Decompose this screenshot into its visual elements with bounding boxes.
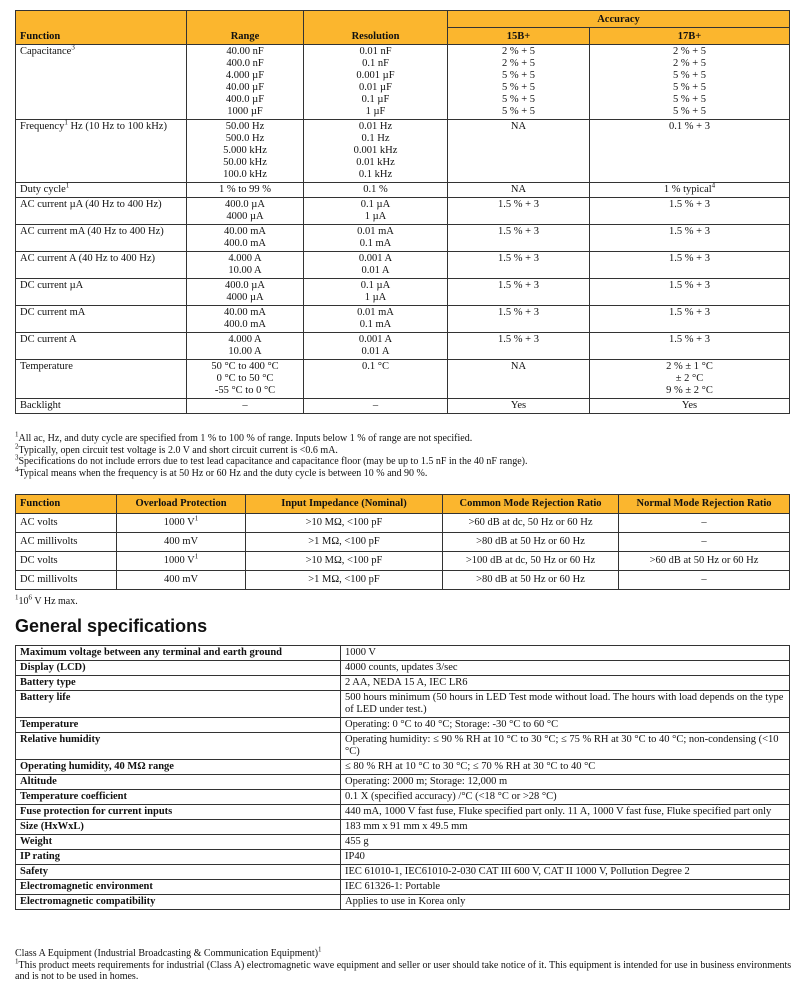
cell-line: 1.5 % + 3	[669, 226, 710, 237]
spec-value: IEC 61010-1, IEC61010-2-030 CAT III 600 V, CAT II 1000 V, Pollution Degree 2	[341, 865, 790, 880]
cell-line: 0.01 mA	[357, 307, 394, 318]
cell-line: 4000 µA	[226, 292, 264, 303]
superscript: 4	[15, 465, 19, 474]
footnote: $^3$Specifications do not include errors due to test lead capacitance and capacitance floor (may be up to 1.5 nF in the 40 nF range).	[15, 453, 528, 467]
footnote: $^4$Typical means when the frequency is at 50 Hz or 60 Hz and the duty cycle is between 10 % and 90 %.	[15, 465, 428, 479]
cell-line: 0.01 A	[361, 346, 390, 357]
cell-m15	[448, 120, 590, 183]
table-row	[16, 865, 790, 880]
superscript: 1	[194, 552, 199, 561]
superscript: 1	[65, 181, 70, 190]
spec-value: 183 mm x 91 mm x 49.5 mm	[341, 820, 790, 835]
cell-line: 10.00 A	[228, 346, 262, 357]
cell-line: 0.1 % + 3	[669, 121, 710, 132]
cell-line: 400.0 µF	[225, 94, 265, 105]
spec-value: 440 mA, 1000 V fast fuse, Fluke specified part only. 11 A, 1000 V fast fuse, Fluke specified part only	[341, 805, 790, 820]
cell-line: 400.0 mA	[224, 238, 266, 249]
cell-line: NA	[510, 184, 527, 195]
cell-line: 5 % + 5	[501, 106, 536, 117]
cell-line: 0.01 A	[361, 265, 390, 276]
footnotes-accuracy	[15, 430, 528, 479]
cell: >100 dB at dc, 50 Hz or 60 Hz	[443, 552, 619, 571]
accuracy-spec-table	[15, 10, 790, 414]
cell-resolution	[304, 333, 448, 360]
footnote-input: $^110^6$ V Hz max.	[15, 593, 78, 607]
cell-function: AC current mA (40 Hz to 400 Hz)	[16, 225, 187, 252]
cell-line: –	[242, 400, 248, 411]
cell-m17	[590, 252, 790, 279]
cell-resolution	[304, 306, 448, 333]
cell-line: 1.5 % + 3	[669, 334, 710, 345]
cell-line: 0.001 kHz	[353, 145, 398, 156]
cell-function: DC current µA	[16, 279, 187, 306]
table-row	[16, 45, 790, 120]
table-row	[16, 790, 790, 805]
cell: >80 dB at 50 Hz or 60 Hz	[443, 571, 619, 590]
spec-label: Battery type	[16, 676, 341, 691]
table-row	[16, 718, 790, 733]
cell-line: 5 % + 5	[501, 70, 536, 81]
cell-line: 10.00 A	[228, 265, 262, 276]
cell-line: 4.000 A	[228, 253, 262, 264]
cell-line: 2 % + 5	[672, 46, 707, 57]
cell: >1 MΩ, <100 pF	[246, 571, 443, 590]
superscript: 6	[28, 593, 32, 602]
header-17b: 17B+	[590, 28, 790, 45]
cell-line: 1.5 % + 3	[498, 253, 539, 264]
cell-m15	[448, 399, 590, 414]
cell-resolution	[304, 360, 448, 399]
cell-line: 0.01 kHz	[356, 157, 395, 168]
cell-line: 40.00 mA	[224, 307, 266, 318]
table-row	[16, 360, 790, 399]
cell-resolution	[304, 399, 448, 414]
table-row	[16, 805, 790, 820]
cell-m15	[448, 360, 590, 399]
header-resolution: Resolution	[304, 11, 448, 45]
spec-value: 2 AA, NEDA 15 A, IEC LR6	[341, 676, 790, 691]
superscript: 4	[711, 181, 716, 190]
cell: >1 MΩ, <100 pF	[246, 533, 443, 552]
cell-line: 40.00 nF	[226, 46, 264, 57]
cell-line: 400.0 mA	[224, 319, 266, 330]
cell-m17	[590, 279, 790, 306]
spec-value: IP40	[341, 850, 790, 865]
cell-line: 400.0 µA	[225, 280, 265, 291]
spec-value: 4000 counts, updates 3/sec	[341, 661, 790, 676]
cell-range	[187, 225, 304, 252]
cell-line: NA	[510, 361, 527, 372]
superscript: 3	[71, 43, 75, 52]
cell-line: ± 2 °C	[675, 373, 704, 384]
table-row	[16, 552, 790, 571]
cell-line: 0.1 µF	[361, 94, 390, 105]
spec-value: Operating: 2000 m; Storage: 12,000 m	[341, 775, 790, 790]
header-function: Function	[16, 11, 187, 45]
cell-line: 1.5 % + 3	[669, 280, 710, 291]
cell-line: 1 µA	[364, 292, 387, 303]
cell-resolution	[304, 198, 448, 225]
cell: 1000 $V^1$	[117, 552, 246, 571]
cell-m15	[448, 198, 590, 225]
cell-m15	[448, 279, 590, 306]
table-row	[16, 514, 790, 533]
cell-line: 5.000 kHz	[223, 145, 267, 156]
superscript: 1	[318, 945, 322, 954]
cell-m17	[590, 399, 790, 414]
cell-line: 50 °C to 400 °C	[211, 361, 279, 372]
table-row	[16, 306, 790, 333]
cell-m15	[448, 333, 590, 360]
cell-line: 0.01 Hz	[358, 121, 393, 132]
class-a-note: Class A Equipment (Industrial Broadcasting & Communication Equipment)$^1$	[15, 945, 322, 959]
table-row	[16, 760, 790, 775]
cell-line: 0.1 °C	[362, 361, 389, 372]
cell-line: 0.1 mA	[359, 238, 392, 249]
cell-m17	[590, 333, 790, 360]
table-row	[16, 895, 790, 910]
cell-line: 1.5 % + 3	[669, 199, 710, 210]
spec-label: Temperature	[16, 718, 341, 733]
spec-label: Electromagnetic compatibility	[16, 895, 341, 910]
cell: –	[619, 533, 790, 552]
spec-value: Operating humidity: ≤ 90 % RH at 10 °C to 30 °C; ≤ 75 % RH at 30 °C to 40 °C; non-condensing (<10 °C)	[341, 733, 790, 760]
spec-label: Battery life	[16, 691, 341, 718]
cell: 400 mV	[117, 533, 246, 552]
header-cell: Input Impedance (Nominal)	[246, 495, 443, 514]
cell-range	[187, 183, 304, 198]
spec-value: IEC 61326-1: Portable	[341, 880, 790, 895]
cell-range	[187, 333, 304, 360]
cell-line: 1 µA	[364, 211, 387, 222]
table-row	[16, 835, 790, 850]
table-row	[16, 850, 790, 865]
cell-line: 40.00 µF	[225, 82, 265, 93]
superscript: 1	[15, 430, 19, 439]
cell-line: 2 % + 5	[672, 58, 707, 69]
header-cell: Overload Protection	[117, 495, 246, 514]
table-row	[16, 533, 790, 552]
cell-line: 5 % + 5	[672, 82, 707, 93]
cell-line: 0.1 kHz	[358, 169, 393, 180]
cell-line: 5 % + 5	[501, 94, 536, 105]
spec-label: Altitude	[16, 775, 341, 790]
spec-value: 455 g	[341, 835, 790, 850]
cell-line: 1.5 % + 3	[498, 199, 539, 210]
cell-function: DC current A	[16, 333, 187, 360]
cell-line: 9 % ± 2 °C	[666, 385, 713, 396]
cell-line: -55 °C to 0 °C	[214, 385, 276, 396]
table-row	[16, 252, 790, 279]
cell-line: 0.01 µF	[359, 82, 392, 93]
table-row	[16, 571, 790, 590]
superscript: 1	[64, 118, 68, 127]
cell-m15	[448, 252, 590, 279]
spec-label: Operating humidity, 40 MΩ range	[16, 760, 341, 775]
table-row	[16, 880, 790, 895]
cell-line: 1 % typical$^4$	[663, 181, 716, 195]
general-spec-table	[15, 645, 790, 910]
superscript: 2	[15, 442, 19, 451]
cell-line: Yes	[681, 400, 698, 411]
cell-line: 0.1 nF	[362, 58, 389, 69]
table-row	[16, 733, 790, 760]
header-cell: Function	[16, 495, 117, 514]
cell-line: 1 µF	[365, 106, 386, 117]
spec-label: Safety	[16, 865, 341, 880]
spec-value: Applies to use in Korea only	[341, 895, 790, 910]
cell-function: Frequency$^1$ Hz (10 Hz to 100 kHz)	[16, 120, 187, 183]
spec-label: Size (HxWxL)	[16, 820, 341, 835]
cell-function: Capacitance$^3$	[16, 45, 187, 120]
footnote: $^1$This product meets requirements for industrial (Class A) electromagnetic wave equipment and seller or user should take notice of it. This equipment is intended for use in business environments and is not to be used in homes.	[15, 957, 792, 982]
spec-label: Maximum voltage between any terminal and earth ground	[16, 646, 341, 661]
cell-line: 2 % ± 1 °C	[666, 361, 713, 372]
header-accuracy: Accuracy	[448, 11, 790, 28]
cell: >10 MΩ, <100 pF	[246, 514, 443, 533]
cell-line: 0.01 nF	[359, 46, 392, 57]
cell-m15	[448, 225, 590, 252]
cell-resolution	[304, 279, 448, 306]
cell-line: 40.00 mA	[224, 226, 266, 237]
cell-line: 50.00 kHz	[223, 157, 267, 168]
cell-line: 4.000 A	[228, 334, 262, 345]
cell-line: 1000 µF	[227, 106, 263, 117]
cell-line: –	[372, 400, 379, 411]
superscript: 1	[15, 593, 19, 602]
cell-m17	[590, 183, 790, 198]
cell-m15	[448, 183, 590, 198]
cell-m15	[448, 45, 590, 120]
cell-function: Backlight	[16, 399, 187, 414]
table-row	[16, 333, 790, 360]
input-characteristics-table	[15, 494, 790, 590]
table-row	[16, 183, 790, 198]
spec-value: 1000 V	[341, 646, 790, 661]
cell-function: AC current A (40 Hz to 400 Hz)	[16, 252, 187, 279]
spec-value: Operating: 0 °C to 40 °C; Storage: -30 °C to 60 °C	[341, 718, 790, 733]
cell: AC volts	[16, 514, 117, 533]
cell-function: Temperature	[16, 360, 187, 399]
header-cell: Common Mode Rejection Ratio	[443, 495, 619, 514]
superscript: 1	[194, 514, 199, 523]
cell-line: 5 % + 5	[672, 106, 707, 117]
cell: 1000 $V^1$	[117, 514, 246, 533]
table-row	[16, 691, 790, 718]
cell-line: 1.5 % + 3	[669, 307, 710, 318]
cell-line: 5 % + 5	[501, 82, 536, 93]
cell-m15	[448, 306, 590, 333]
cell-line: 1 % to 99 %	[219, 184, 271, 195]
cell-line: 0.1 µA	[360, 199, 391, 210]
cell: >80 dB at 50 Hz or 60 Hz	[443, 533, 619, 552]
cell-m17	[590, 120, 790, 183]
footnote: $^1$All ac, Hz, and duty cycle are specified from 1 % to 100 % of range. Inputs below 1 % of range are not specified.	[15, 430, 473, 444]
cell-line: 1.5 % + 3	[498, 280, 539, 291]
table-row	[16, 775, 790, 790]
section-title-general-specifications: General specifications	[15, 616, 208, 636]
cell-resolution	[304, 183, 448, 198]
spec-value: 500 hours minimum (50 hours in LED Test mode without load. The hours with load depends on the type of LED under test.)	[341, 691, 790, 718]
cell-line: 0.001 µF	[356, 70, 395, 81]
cell-range	[187, 306, 304, 333]
cell-function: DC current mA	[16, 306, 187, 333]
cell-range	[187, 120, 304, 183]
cell-resolution	[304, 120, 448, 183]
spec-value: ≤ 80 % RH at 10 °C to 30 °C; ≤ 70 % RH at 30 °C to 40 °C	[341, 760, 790, 775]
cell-line: 1.5 % + 3	[498, 226, 539, 237]
cell: >60 dB at dc, 50 Hz or 60 Hz	[443, 514, 619, 533]
cell-line: 400.0 nF	[226, 58, 264, 69]
cell-line: 4000 µA	[226, 211, 264, 222]
cell-line: 1.5 % + 3	[498, 334, 539, 345]
cell-line: 0.001 A	[358, 334, 393, 345]
cell-range	[187, 252, 304, 279]
cell-line: 0 °C to 50 °C	[216, 373, 274, 384]
cell-line: 400.0 µA	[225, 199, 265, 210]
cell-resolution	[304, 225, 448, 252]
table-row	[16, 279, 790, 306]
spec-label: Weight	[16, 835, 341, 850]
cell-line: 50.00 Hz	[225, 121, 265, 132]
spec-label: Temperature coefficient	[16, 790, 341, 805]
cell: –	[619, 571, 790, 590]
cell-line: NA	[510, 121, 527, 132]
table-row	[16, 399, 790, 414]
cell-range	[187, 360, 304, 399]
spec-label: IP rating	[16, 850, 341, 865]
cell-line: 0.1 %	[363, 184, 388, 195]
cell: DC millivolts	[16, 571, 117, 590]
cell-m17	[590, 306, 790, 333]
header-range: Range	[187, 11, 304, 45]
superscript: 3	[15, 453, 19, 462]
cell: >60 dB at 50 Hz or 60 Hz	[619, 552, 790, 571]
spec-label: Electromagnetic environment	[16, 880, 341, 895]
cell-range	[187, 45, 304, 120]
table-row	[16, 120, 790, 183]
footnote-general	[15, 945, 800, 983]
spec-value: 0.1 X (specified accuracy) /°C (<18 °C or >28 °C)	[341, 790, 790, 805]
spec-label: Display (LCD)	[16, 661, 341, 676]
cell: AC millivolts	[16, 533, 117, 552]
table-row	[16, 225, 790, 252]
header-cell: Normal Mode Rejection Ratio	[619, 495, 790, 514]
cell-resolution	[304, 45, 448, 120]
cell-line: 4.000 µF	[225, 70, 265, 81]
cell: 400 mV	[117, 571, 246, 590]
cell: DC volts	[16, 552, 117, 571]
table-row	[16, 820, 790, 835]
cell-line: 0.1 Hz	[361, 133, 390, 144]
cell: >10 MΩ, <100 pF	[246, 552, 443, 571]
footnote: $^2$Typically, open circuit test voltage is 2.0 V and short circuit current is <0.6 mA.	[15, 442, 338, 456]
cell-m17	[590, 45, 790, 120]
cell-m17	[590, 225, 790, 252]
cell-line: 0.1 mA	[359, 319, 392, 330]
cell-line: 5 % + 5	[672, 70, 707, 81]
cell-line: 0.001 A	[358, 253, 393, 264]
cell-line: 2 % + 5	[501, 58, 536, 69]
cell-range	[187, 198, 304, 225]
table-row	[16, 198, 790, 225]
cell-range	[187, 279, 304, 306]
cell-line: Yes	[510, 400, 527, 411]
cell-line: 5 % + 5	[672, 94, 707, 105]
cell: –	[619, 514, 790, 533]
cell-range	[187, 399, 304, 414]
cell-line: 100.0 kHz	[223, 169, 267, 180]
superscript: 1	[15, 957, 19, 966]
header-15b: 15B+	[448, 28, 590, 45]
cell-m17	[590, 360, 790, 399]
cell-line: 0.1 µA	[360, 280, 391, 291]
cell-resolution	[304, 252, 448, 279]
spec-label: Fuse protection for current inputs	[16, 805, 341, 820]
cell-function: AC current µA (40 Hz to 400 Hz)	[16, 198, 187, 225]
spec-label: Relative humidity	[16, 733, 341, 760]
cell-line: 0.01 mA	[357, 226, 394, 237]
table-row	[16, 661, 790, 676]
cell-line: 500.0 Hz	[225, 133, 265, 144]
table-row	[16, 676, 790, 691]
cell-line: 1.5 % + 3	[669, 253, 710, 264]
table-row	[16, 646, 790, 661]
cell-line: 1.5 % + 3	[498, 307, 539, 318]
cell-function: Duty cycle$^1$	[16, 183, 187, 198]
cell-line: 2 % + 5	[501, 46, 536, 57]
cell-m17	[590, 198, 790, 225]
